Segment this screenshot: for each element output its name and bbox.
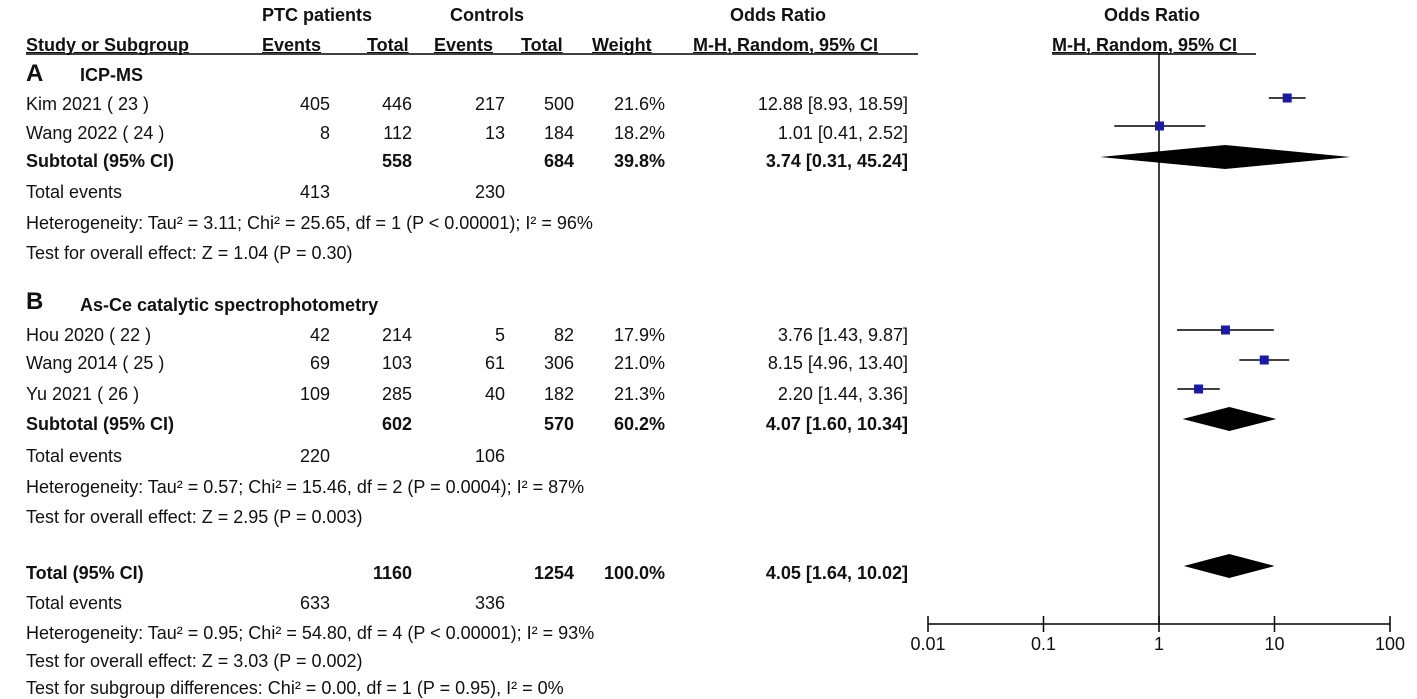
wang2022-e2: 13: [484, 123, 505, 143]
wang2014-e1: 69: [309, 353, 330, 373]
point-marker-kim-2021: [1283, 94, 1292, 103]
diamond-subtotal-a: [1100, 145, 1350, 169]
heterogeneity-total: Heterogeneity: Tau² = 0.95; Chi² = 54.80, df = 4 (P < 0.00001); I² = 93%: [26, 623, 595, 643]
subgroup-test: Test for subgroup differences: Chi² = 0.00, df = 1 (P = 0.95), I² = 0%: [26, 678, 564, 698]
wang2022-weight: 18.2%: [613, 123, 665, 143]
wang2014-ci: 8.15 [4.96, 13.40]: [767, 353, 908, 373]
wang2014-t1: 103: [381, 353, 412, 373]
x-tick-label-100: 100: [1374, 634, 1406, 654]
events-a-label: Total events: [26, 182, 123, 202]
kim-e1: 405: [299, 94, 330, 114]
x-tick-label-0.1: 0.1: [1030, 634, 1057, 654]
hou-ci: 3.76 [1.43, 9.87]: [777, 325, 908, 345]
overall-b: Test for overall effect: Z = 2.95 (P = 0.003): [26, 507, 363, 527]
yu-t1: 285: [381, 384, 412, 404]
wang2022-ci: 1.01 [0.41, 2.52]: [777, 123, 908, 143]
total1-header: Total: [367, 35, 409, 55]
study-label-wang2014: Wang 2014 ( 25 ): [26, 353, 165, 373]
subtotal-a-weight: 39.8%: [613, 151, 665, 171]
subtotal-b-t2: 570: [543, 414, 574, 434]
x-tick-label-0.01: 0.01: [910, 634, 946, 654]
wang2022-t2: 184: [543, 123, 574, 143]
total-weight: 100.0%: [603, 563, 665, 583]
subtotal-b-label: Subtotal (95% CI): [26, 414, 175, 434]
subgroup-b-letter: B: [26, 288, 44, 315]
subtotal-b-t1: 602: [381, 414, 412, 434]
wang2014-weight: 21.0%: [613, 353, 665, 373]
kim-e2: 217: [474, 94, 505, 114]
subgroup-b-name: As-Ce catalytic spectrophotometry: [80, 295, 379, 315]
events-b-e1: 220: [299, 446, 330, 466]
kim-t2: 500: [543, 94, 574, 114]
subtotal-b-ci: 4.07 [1.60, 10.34]: [765, 414, 908, 434]
diamond-subtotal-b: [1183, 407, 1277, 431]
total-events-label: Total events: [26, 593, 123, 613]
point-marker-hou-2020: [1221, 326, 1230, 335]
plot-title: Odds Ratio: [1104, 5, 1201, 25]
total2-header: Total: [521, 35, 563, 55]
kim-ci: 12.88 [8.93, 18.59]: [757, 94, 908, 114]
events-a-e1: 413: [299, 182, 330, 202]
x-tick-label-10: 10: [1264, 634, 1285, 654]
wang2022-e1: 8: [319, 123, 330, 143]
plot-method-header: M-H, Random, 95% CI: [1052, 35, 1238, 55]
heterogeneity-b: Heterogeneity: Tau² = 0.57; Chi² = 15.46, df = 2 (P = 0.0004); I² = 87%: [26, 477, 585, 497]
x-tick-label-1: 1: [1153, 634, 1165, 654]
effect-header: Odds Ratio: [730, 5, 827, 25]
events-b-label: Total events: [26, 446, 123, 466]
group2-header: Controls: [450, 5, 524, 25]
subtotal-a-ci: 3.74 [0.31, 45.24]: [765, 151, 908, 171]
hou-weight: 17.9%: [613, 325, 665, 345]
events2-header: Events: [434, 35, 494, 55]
subgroup-a-name: ICP-MS: [80, 65, 143, 85]
subtotal-a-t2: 684: [543, 151, 574, 171]
study-label-kim: Kim 2021 ( 23 ): [26, 94, 150, 114]
study-label-yu: Yu 2021 ( 26 ): [26, 384, 140, 404]
hou-t2: 82: [553, 325, 574, 345]
total-events-e1: 633: [299, 593, 330, 613]
kim-t1: 446: [381, 94, 412, 114]
hou-t1: 214: [381, 325, 412, 345]
method-header: M-H, Random, 95% CI: [693, 35, 879, 55]
group1-header: PTC patients: [262, 5, 373, 25]
point-marker-yu-2021: [1194, 385, 1203, 394]
yu-ci: 2.20 [1.44, 3.36]: [777, 384, 908, 404]
wang2014-t2: 306: [543, 353, 574, 373]
subtotal-a-label: Subtotal (95% CI): [26, 151, 175, 171]
overall-total: Test for overall effect: Z = 3.03 (P = 0.002): [26, 651, 363, 671]
kim-weight: 21.6%: [613, 94, 665, 114]
overall-a: Test for overall effect: Z = 1.04 (P = 0.30): [26, 243, 353, 263]
yu-e2: 40: [484, 384, 505, 404]
yu-e1: 109: [299, 384, 330, 404]
study-label-wang2022: Wang 2022 ( 24 ): [26, 123, 165, 143]
events-b-e2: 106: [474, 446, 505, 466]
total-t1: 1160: [372, 563, 412, 583]
total-t2: 1254: [533, 563, 574, 583]
point-marker-wang-2014: [1260, 356, 1269, 365]
wang2014-e2: 61: [484, 353, 505, 373]
hou-e2: 5: [494, 325, 505, 345]
total-ci: 4.05 [1.64, 10.02]: [765, 563, 908, 583]
study-col-header: Study or Subgroup: [26, 35, 189, 55]
weight-header: Weight: [592, 35, 652, 55]
subtotal-b-weight: 60.2%: [613, 414, 665, 434]
heterogeneity-a: Heterogeneity: Tau² = 3.11; Chi² = 25.65, df = 1 (P < 0.00001); I² = 96%: [26, 213, 593, 233]
events1-header: Events: [262, 35, 322, 55]
wang2022-t1: 112: [383, 123, 412, 143]
events-a-e2: 230: [474, 182, 505, 202]
diamond-total: [1184, 554, 1275, 578]
point-marker-wang-2022: [1155, 122, 1164, 131]
subtotal-a-t1: 558: [381, 151, 412, 171]
yu-t2: 182: [543, 384, 574, 404]
total-label: Total (95% CI): [26, 563, 144, 583]
hou-e1: 42: [309, 325, 330, 345]
yu-weight: 21.3%: [613, 384, 665, 404]
subgroup-a-letter: A: [26, 60, 44, 87]
total-events-e2: 336: [474, 593, 505, 613]
study-label-hou: Hou 2020 ( 22 ): [26, 325, 152, 345]
